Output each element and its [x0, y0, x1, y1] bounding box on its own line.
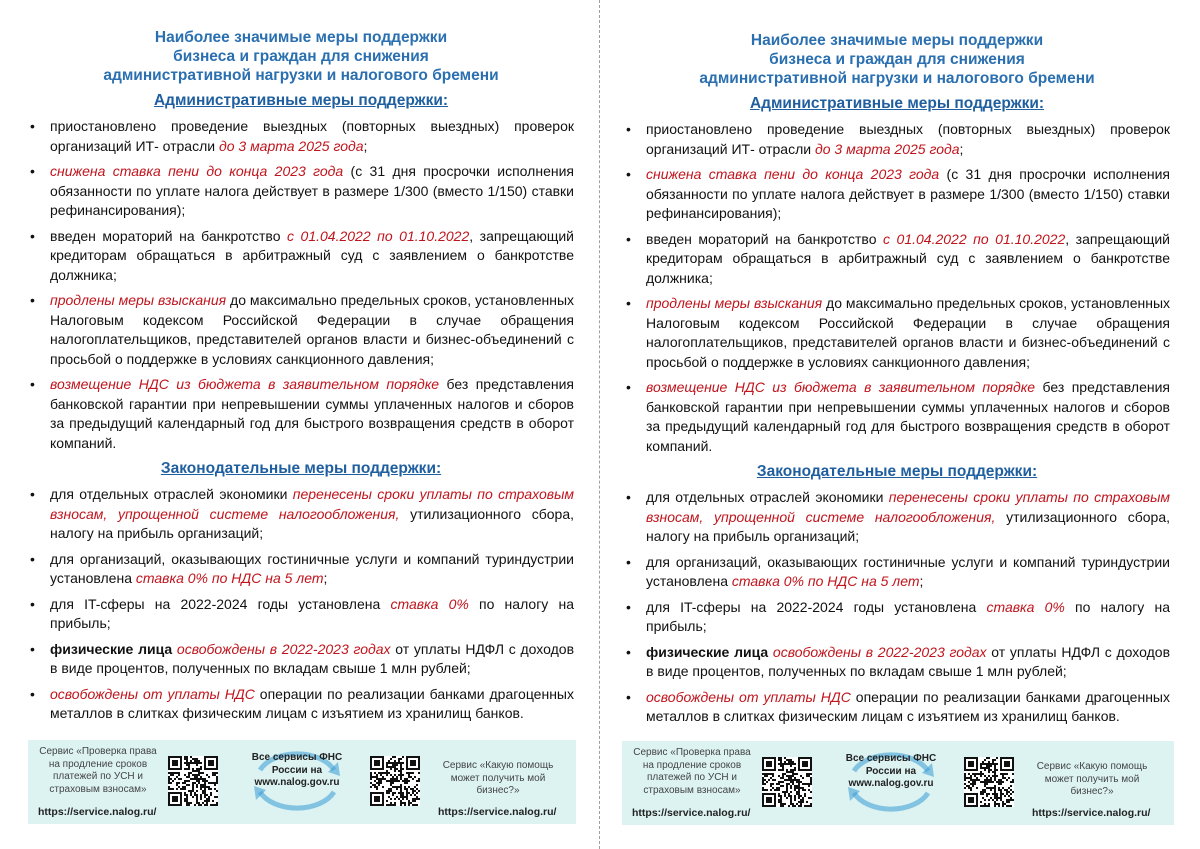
- admin-item: • введен мораторий на банкротство с 01.04.2022 по 01.10.2022, запрещающий кредиторам обращаться в арбитражный суд с заявлением о банкротстве должника;: [28, 227, 574, 286]
- legal-item: • для IT-сферы на 2022-2024 годы установлена ставка 0% по налогу на прибыль;: [28, 595, 574, 634]
- leaflet-title: [624, 0, 1170, 88]
- admin-section-title: Административные меры поддержки:: [749, 95, 1045, 112]
- leaflet-page-right: [600, 0, 1200, 849]
- qr-code-icon[interactable]: [370, 756, 420, 806]
- service-url-link[interactable]: https://service.nalog.ru/: [438, 806, 557, 818]
- all-services-badge: [242, 748, 352, 814]
- service-url-link[interactable]: https://service.nalog.ru/: [38, 806, 157, 818]
- services-footer: [622, 741, 1174, 825]
- qr-code-icon[interactable]: [168, 756, 218, 806]
- legal-section-title: Законодательные меры поддержки:: [756, 463, 1038, 480]
- service-check-label: Сервис «Проверка права на продление сроков платежей по УСН и страховым взносам»: [633, 747, 751, 796]
- legal-list: [28, 485, 574, 724]
- title-line: Наиболее значимые меры поддержки: [750, 32, 1044, 49]
- admin-section-title: Административные меры поддержки:: [153, 92, 449, 109]
- qr-code-icon[interactable]: [964, 757, 1014, 807]
- legal-item: • для организаций, оказывающих гостиничные услуги и компаний туриндустрии установлена ставка 0% по НДС на 5 лет;: [624, 553, 1170, 592]
- leaflet-title: [28, 0, 574, 85]
- legal-item: • для отдельных отраслей экономики перенесены сроки уплаты по страховым взносам, упрощенной системе налогообложения, утилизационного сбора, налогу на прибыль организаций;: [624, 488, 1170, 547]
- admin-item: • приостановлено проведение выездных (повторных выездных) проверок организаций ИТ- отрасли до 3 марта 2025 года;: [624, 120, 1170, 159]
- admin-item: • продлены меры взыскания до максимально предельных сроков, установленных Налоговым кодексом Российской Федерации в случае обращения налогоплательщиков, представителей органов власти и бизнес-объединений с просьбой о поддержке в условиях санкционного давления;: [624, 294, 1170, 372]
- legal-section-title: Законодательные меры поддержки:: [160, 460, 442, 477]
- admin-list: [28, 117, 574, 453]
- leaflet-content: [28, 0, 574, 730]
- admin-item: • возмещение НДС из бюджета в заявительном порядке без представления банковской гарантии при непревышении суммы уплаченных налогов и сборов за предыдущий календарный год для быстрого возвращения средств в оборот компаний.: [28, 375, 574, 453]
- admin-item: • введен мораторий на банкротство с 01.04.2022 по 01.10.2022, запрещающий кредиторам обращаться в арбитражный суд с заявлением о банкротстве должника;: [624, 230, 1170, 289]
- all-services-badge: [836, 749, 946, 815]
- admin-item: • приостановлено проведение выездных (повторных выездных) проверок организаций ИТ- отрасли до 3 марта 2025 года;: [28, 117, 574, 156]
- admin-item: • снижена ставка пени до конца 2023 года (с 31 дня просрочки исполнения обязанности по уплате налога действует в размере 1/300 (вместо 1/150) ставки рефинансирования);: [624, 165, 1170, 224]
- legal-item: • физические лица освобождены в 2022-2023 годах от уплаты НДФЛ с доходов в виде процентов, полученных по вкладам свыше 1 млн рублей;: [624, 643, 1170, 682]
- service-check-label: Сервис «Проверка права на продление сроков платежей по УСН и страховым взносам»: [39, 746, 157, 795]
- services-footer: [28, 740, 576, 824]
- leaflet-content: [624, 0, 1170, 733]
- legal-item: • для отдельных отраслей экономики перенесены сроки уплаты по страховым взносам, упрощенной системе налогообложения, утилизационного сбора, налогу на прибыль организаций;: [28, 485, 574, 544]
- admin-item: • продлены меры взыскания до максимально предельных сроков, установленных Налоговым кодексом Российской Федерации в случае обращения налогоплательщиков, представителей органов власти и бизнес-объединений с просьбой о поддержке в условиях санкционного давления;: [28, 291, 574, 369]
- title-line: Наиболее значимые меры поддержки: [154, 29, 448, 46]
- legal-item: • для IT-сферы на 2022-2024 годы установлена ставка 0% по налогу на прибыль;: [624, 598, 1170, 637]
- legal-list: [624, 488, 1170, 727]
- legal-item: • физические лица освобождены в 2022-2023 годах от уплаты НДФЛ с доходов в виде процентов, полученных по вкладам свыше 1 млн рублей;: [28, 640, 574, 679]
- admin-item: • возмещение НДС из бюджета в заявительном порядке без представления банковской гарантии при непревышении суммы уплаченных налогов и сборов за предыдущий календарный год для быстрого возвращения средств в оборот компаний.: [624, 378, 1170, 456]
- admin-list: [624, 120, 1170, 456]
- title-line: административной нагрузки и налогового бремени: [699, 70, 1095, 87]
- service-help-label: Сервис «Какую помощь может получить мой бизнес?»: [1036, 761, 1148, 797]
- legal-item: • освобождены от уплаты НДС операции по реализации банками драгоценных металлов в слитках физическим лицам с изъятием из хранилищ банков.: [28, 685, 574, 724]
- admin-item: • снижена ставка пени до конца 2023 года (с 31 дня просрочки исполнения обязанности по уплате налога действует в размере 1/300 (вместо 1/150) ставки рефинансирования);: [28, 162, 574, 221]
- service-help-label: Сервис «Какую помощь может получить мой бизнес?»: [442, 760, 554, 796]
- title-line: бизнеса и граждан для снижения: [173, 48, 429, 65]
- service-url-link[interactable]: https://service.nalog.ru/: [1032, 807, 1151, 819]
- legal-item: • для организаций, оказывающих гостиничные услуги и компаний туриндустрии установлена ставка 0% по НДС на 5 лет;: [28, 550, 574, 589]
- all-services-text[interactable]: Все сервисы ФНС России на www.nalog.gov.ru: [251, 752, 343, 788]
- qr-code-icon[interactable]: [762, 757, 812, 807]
- service-url-link[interactable]: https://service.nalog.ru/: [632, 807, 751, 819]
- all-services-text[interactable]: Все сервисы ФНС России на www.nalog.gov.ru: [845, 753, 937, 789]
- title-line: бизнеса и граждан для снижения: [769, 51, 1025, 68]
- legal-item: • освобождены от уплаты НДС операции по реализации банками драгоценных металлов в слитках физическим лицам с изъятием из хранилищ банков.: [624, 688, 1170, 727]
- title-line: административной нагрузки и налогового бремени: [103, 67, 499, 84]
